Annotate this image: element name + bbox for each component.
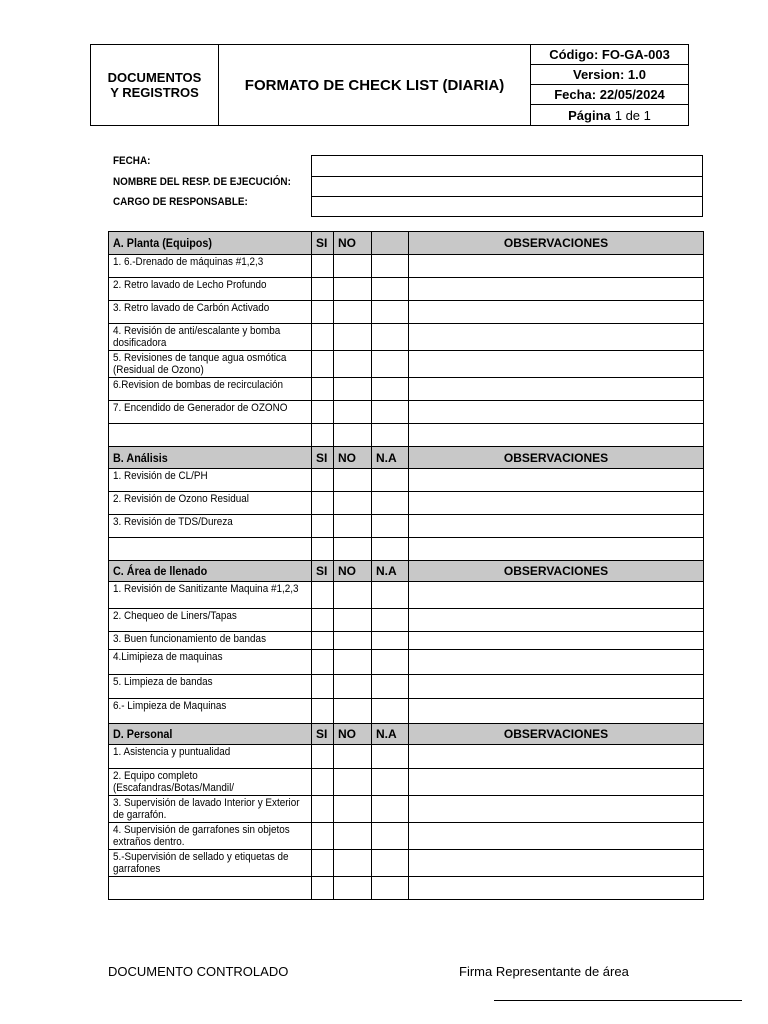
col-si-header: SI — [312, 447, 334, 469]
no-cell[interactable] — [334, 324, 372, 351]
checklist-row — [109, 424, 704, 447]
si-cell[interactable] — [312, 278, 334, 301]
no-cell[interactable] — [334, 401, 372, 424]
header-version: Version: 1.0 — [531, 65, 688, 85]
checklist-body — [109, 232, 704, 900]
checklist-row — [109, 351, 704, 378]
checklist-item-text: 2. Retro lavado de Lecho Profundo — [113, 279, 267, 291]
si-cell[interactable] — [312, 850, 334, 877]
col-no-header: NO — [334, 561, 372, 582]
fecha-label: FECHA: — [113, 155, 151, 167]
si-cell[interactable] — [312, 796, 334, 823]
col-si-header: SI — [312, 232, 334, 255]
checklist-item — [109, 469, 312, 492]
checklist-item — [109, 745, 312, 769]
checklist-row — [109, 255, 704, 278]
checklist-item — [109, 351, 312, 378]
col-si-header: SI — [312, 724, 334, 745]
checklist-item — [109, 324, 312, 351]
header-pagina — [531, 105, 688, 126]
na-cell[interactable] — [372, 745, 409, 769]
section-title — [109, 724, 312, 745]
si-cell[interactable] — [312, 632, 334, 650]
si-cell[interactable] — [312, 324, 334, 351]
checklist-row — [109, 378, 704, 401]
checklist-item — [109, 675, 312, 699]
checklist-row — [109, 515, 704, 538]
na-cell[interactable] — [372, 324, 409, 351]
na-cell[interactable] — [372, 538, 409, 561]
no-cell[interactable] — [334, 255, 372, 278]
observaciones-cell[interactable] — [409, 823, 704, 850]
no-cell[interactable] — [334, 378, 372, 401]
checklist-item — [109, 255, 312, 278]
si-cell[interactable] — [312, 378, 334, 401]
no-cell[interactable] — [334, 609, 372, 632]
si-cell[interactable] — [312, 492, 334, 515]
section-title — [109, 232, 312, 255]
checklist-row — [109, 324, 704, 351]
observaciones-cell[interactable] — [409, 278, 704, 301]
checklist-item — [109, 424, 312, 447]
na-cell[interactable] — [372, 301, 409, 324]
checklist-item — [109, 632, 312, 650]
checklist-item — [109, 850, 312, 877]
checklist-item — [109, 609, 312, 632]
checklist-item-text: 1. 6.-Drenado de máquinas #1,2,3 — [113, 256, 264, 268]
observaciones-cell[interactable] — [409, 469, 704, 492]
observaciones-cell[interactable] — [409, 650, 704, 675]
na-cell[interactable] — [372, 609, 409, 632]
si-cell[interactable] — [312, 351, 334, 378]
no-cell[interactable] — [334, 632, 372, 650]
checklist-item — [109, 538, 312, 561]
si-cell[interactable] — [312, 823, 334, 850]
si-cell[interactable] — [312, 877, 334, 900]
section-header-c — [109, 561, 704, 582]
checklist-item-text: 1. Asistencia y puntualidad — [113, 746, 231, 758]
section-title-text: D. Personal — [113, 727, 173, 741]
observaciones-cell[interactable] — [409, 301, 704, 324]
nombre-field[interactable] — [311, 176, 703, 197]
na-cell[interactable] — [372, 796, 409, 823]
si-cell[interactable] — [312, 538, 334, 561]
signature-line — [494, 1000, 742, 1001]
si-cell[interactable] — [312, 301, 334, 324]
na-cell[interactable] — [372, 877, 409, 900]
col-si-header: SI — [312, 561, 334, 582]
checklist-row — [109, 877, 704, 900]
checklist-item — [109, 278, 312, 301]
observaciones-cell[interactable] — [409, 582, 704, 609]
no-cell[interactable] — [334, 796, 372, 823]
na-cell[interactable] — [372, 699, 409, 724]
col-observaciones-header: OBSERVACIONES — [409, 447, 704, 469]
no-cell[interactable] — [334, 699, 372, 724]
section-title — [109, 561, 312, 582]
no-cell[interactable] — [334, 469, 372, 492]
header-area-label — [91, 45, 219, 125]
checklist-item-text: 5. Revisiones de tanque agua osmótica (Residual de Ozono) — [113, 352, 287, 376]
observaciones-cell[interactable] — [409, 877, 704, 900]
checklist-row — [109, 278, 704, 301]
si-cell[interactable] — [312, 515, 334, 538]
fecha-field[interactable] — [311, 155, 703, 177]
checklist-item — [109, 401, 312, 424]
si-cell[interactable] — [312, 769, 334, 796]
na-cell[interactable] — [372, 515, 409, 538]
na-cell[interactable] — [372, 675, 409, 699]
si-cell[interactable] — [312, 745, 334, 769]
checklist-item-text: 3. Supervisión de lavado Interior y Exterior de garrafón. — [113, 797, 300, 821]
checklist-item-text: 1. Revisión de Sanitizante Maquina #1,2,3 — [113, 583, 299, 595]
header-area-line1: DOCUMENTOS — [107, 70, 202, 85]
section-title-text: A. Planta (Equipos) — [113, 236, 213, 250]
no-cell[interactable] — [334, 515, 372, 538]
checklist-row — [109, 401, 704, 424]
si-cell[interactable] — [312, 255, 334, 278]
no-cell[interactable] — [334, 278, 372, 301]
checklist-item-text: 3. Revisión de TDS/Dureza — [113, 516, 233, 528]
no-cell[interactable] — [334, 650, 372, 675]
na-cell[interactable] — [372, 401, 409, 424]
no-cell[interactable] — [334, 351, 372, 378]
observaciones-cell[interactable] — [409, 424, 704, 447]
checklist-item-text: 4. Supervisión de garrafones sin objetos extraños dentro. — [113, 824, 290, 848]
na-cell[interactable] — [372, 850, 409, 877]
checklist-row — [109, 850, 704, 877]
document-title: FORMATO DE CHECK LIST (DIARIA) — [219, 45, 531, 125]
no-cell[interactable] — [334, 745, 372, 769]
checklist-item-text: 5.-Supervisión de sellado y etiquetas de garrafones — [113, 851, 289, 875]
na-cell[interactable] — [372, 378, 409, 401]
no-cell[interactable] — [334, 538, 372, 561]
checklist-row — [109, 675, 704, 699]
checklist-row — [109, 745, 704, 769]
checklist-table — [108, 231, 704, 900]
si-cell[interactable] — [312, 650, 334, 675]
si-cell[interactable] — [312, 401, 334, 424]
col-na-header: N.A — [372, 447, 409, 469]
col-na-header: N.A — [372, 561, 409, 582]
checklist-row — [109, 796, 704, 823]
checklist-row — [109, 699, 704, 724]
checklist-item — [109, 378, 312, 401]
observaciones-cell[interactable] — [409, 632, 704, 650]
checklist-row — [109, 492, 704, 515]
checklist-item-text: 6.Revision de bombas de recirculación — [113, 379, 284, 391]
no-cell[interactable] — [334, 769, 372, 796]
observaciones-cell[interactable] — [409, 492, 704, 515]
col-observaciones-header: OBSERVACIONES — [409, 232, 704, 255]
checklist-item — [109, 877, 312, 900]
no-cell[interactable] — [334, 301, 372, 324]
checklist-item — [109, 301, 312, 324]
checklist-item — [109, 650, 312, 675]
observaciones-cell[interactable] — [409, 769, 704, 796]
observaciones-cell[interactable] — [409, 401, 704, 424]
checklist-item-text: 2. Chequeo de Liners/Tapas — [113, 610, 237, 622]
checklist-item-text: 2. Revisión de Ozono Residual — [113, 493, 249, 505]
checklist-item-text: 7. Encendido de Generador de OZONO — [113, 402, 288, 414]
checklist-row — [109, 538, 704, 561]
col-no-header: NO — [334, 447, 372, 469]
checklist-item-text: 1. Revisión de CL/PH — [113, 470, 208, 482]
observaciones-cell[interactable] — [409, 255, 704, 278]
checklist-row — [109, 609, 704, 632]
na-cell[interactable] — [372, 424, 409, 447]
observaciones-cell[interactable] — [409, 745, 704, 769]
si-cell[interactable] — [312, 675, 334, 699]
checklist-row — [109, 823, 704, 850]
checklist-item — [109, 699, 312, 724]
na-cell[interactable] — [372, 582, 409, 609]
observaciones-cell[interactable] — [409, 324, 704, 351]
checklist-row — [109, 769, 704, 796]
col-observaciones-header: OBSERVACIONES — [409, 561, 704, 582]
observaciones-cell[interactable] — [409, 351, 704, 378]
na-cell[interactable] — [372, 255, 409, 278]
checklist-row — [109, 582, 704, 609]
checklist-item-text: 6.- Limpieza de Maquinas — [113, 700, 227, 712]
header-pagina-value: 1 de 1 — [614, 108, 651, 123]
no-cell[interactable] — [334, 850, 372, 877]
observaciones-cell[interactable] — [409, 609, 704, 632]
observaciones-cell[interactable] — [409, 538, 704, 561]
nombre-label: NOMBRE DEL RESP. DE EJECUCIÓN: — [113, 176, 291, 188]
checklist-item-text: 5. Limpieza de bandas — [113, 676, 213, 688]
checklist-item-text: 2. Equipo completo (Escafandras/Botas/Mandil/ — [113, 770, 235, 794]
section-header-d — [109, 724, 704, 745]
header-pagina-label: Página — [568, 108, 611, 123]
si-cell[interactable] — [312, 699, 334, 724]
checklist-item — [109, 796, 312, 823]
checklist-item-text: 3. Retro lavado de Carbón Activado — [113, 302, 270, 314]
no-cell[interactable] — [334, 823, 372, 850]
section-header-b — [109, 447, 704, 469]
si-cell[interactable] — [312, 424, 334, 447]
header-meta — [531, 45, 688, 125]
header-area-line2: Y REGISTROS — [110, 85, 199, 100]
si-cell[interactable] — [312, 582, 334, 609]
checklist-item — [109, 515, 312, 538]
no-cell[interactable] — [334, 877, 372, 900]
na-cell[interactable] — [372, 769, 409, 796]
section-title — [109, 447, 312, 469]
checklist-item-text: 4. Revisión de anti/escalante y bomba dosificadora — [113, 325, 281, 349]
checklist-item — [109, 823, 312, 850]
controlled-document-label: DOCUMENTO CONTROLADO — [108, 964, 289, 979]
si-cell[interactable] — [312, 469, 334, 492]
col-no-header: NO — [334, 232, 372, 255]
col-na-header: N.A — [372, 724, 409, 745]
observaciones-cell[interactable] — [409, 675, 704, 699]
header-fecha: Fecha: 22/05/2024 — [531, 85, 688, 105]
checklist-item — [109, 582, 312, 609]
na-cell[interactable] — [372, 351, 409, 378]
cargo-field[interactable] — [311, 196, 703, 217]
checklist-item-text: 3. Buen funcionamiento de bandas — [113, 633, 267, 645]
checklist-item — [109, 769, 312, 796]
section-title-text: B. Análisis — [113, 450, 168, 465]
checklist-row — [109, 469, 704, 492]
no-cell[interactable] — [334, 424, 372, 447]
checklist-row — [109, 301, 704, 324]
no-cell[interactable] — [334, 492, 372, 515]
checklist-item-text: 4.Limipieza de maquinas — [113, 651, 223, 663]
cargo-label: CARGO DE RESPONSABLE: — [113, 196, 248, 208]
observaciones-cell[interactable] — [409, 850, 704, 877]
col-observaciones-header: OBSERVACIONES — [409, 724, 704, 745]
na-cell[interactable] — [372, 469, 409, 492]
section-title-text: C. Área de llenado — [113, 564, 208, 578]
na-cell[interactable] — [372, 278, 409, 301]
na-cell[interactable] — [372, 492, 409, 515]
checklist-row — [109, 632, 704, 650]
section-header-a — [109, 232, 704, 255]
observaciones-cell[interactable] — [409, 796, 704, 823]
si-cell[interactable] — [312, 609, 334, 632]
observaciones-cell[interactable] — [409, 378, 704, 401]
col-no-header: NO — [334, 724, 372, 745]
document-header — [90, 44, 689, 126]
no-cell[interactable] — [334, 675, 372, 699]
checklist-item — [109, 492, 312, 515]
no-cell[interactable] — [334, 582, 372, 609]
observaciones-cell[interactable] — [409, 699, 704, 724]
signature-label: Firma Representante de área — [459, 964, 629, 979]
col-na-header — [372, 232, 409, 255]
na-cell[interactable] — [372, 823, 409, 850]
observaciones-cell[interactable] — [409, 515, 704, 538]
header-codigo: Código: FO-GA-003 — [531, 45, 688, 65]
na-cell[interactable] — [372, 650, 409, 675]
checklist-row — [109, 650, 704, 675]
na-cell[interactable] — [372, 632, 409, 650]
